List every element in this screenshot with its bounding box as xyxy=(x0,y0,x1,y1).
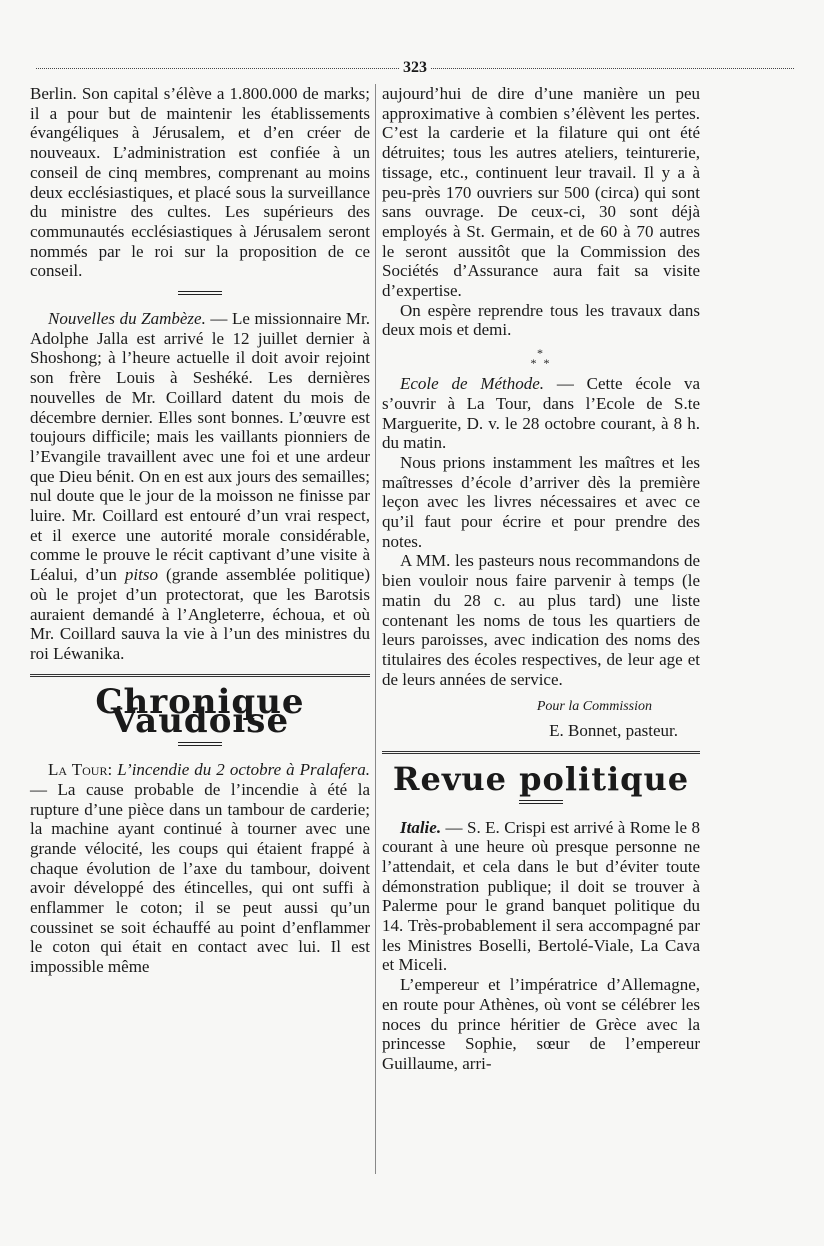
title-rule xyxy=(519,800,563,804)
paragraph-lead: La Tour xyxy=(48,760,108,780)
asterism: * * * xyxy=(530,346,552,371)
paragraph-title: L’incendie du 2 octobre à Pralafera. xyxy=(117,760,370,780)
separator-rule xyxy=(178,291,222,295)
paragraph-italie xyxy=(382,818,700,976)
paragraph-body: — Le missionnaire Mr. Adolphe Jalla est arrivé le 12 juillet dernier à Shoshong; à l’heure actuelle il doit avoir rejoint son frère Louis à Seshéké. Les dernières nouvelles de Mr. Coillard datent du mois de décembre dernier. Elles sont bonnes. L’œuvre est toujours difficile; mais les vaillants pionniers de l’Evangile travaillent avec une foi et une ardeur que Dieu bénit. On en est aux jours des semailles; nul doute que le jour de la moisson ne finisse par luire. Mr. Coillard est entouré d’un vrai respect, et il exerce une autorité morale considérable, comme le prouve le récit captivant d’une visite à Léalui, d’un xyxy=(30,309,370,585)
paragraph-ecole xyxy=(382,374,700,453)
paragraph-zambeze xyxy=(30,309,370,664)
left-column xyxy=(30,84,370,977)
paragraph-maitres: Nous prions instamment les maîtres et les maîtresses d’école d’arriver dès la première leçon avec les livres nécessaires et avec ce qu’il faut pour écrire et pour prendre des notes. xyxy=(382,452,700,551)
signature-name: E. Bonnet, pasteur. xyxy=(549,721,678,741)
paragraph-pasteurs: A MM. les pasteurs nous recommandons de bien vouloir nous faire parvenir à temps (le matin du 28 c. au plus tard) une liste contenant les noms de tous les quartiers de leurs paroisses, avec indication des noms des titulaires des écoles respectives, de leur age et de leurs années de service. xyxy=(382,551,700,689)
paragraph-title: Ecole de Méthode. xyxy=(400,374,545,394)
paragraph-incendie xyxy=(30,760,370,977)
header-rule-left xyxy=(36,68,399,69)
page-number: 323 xyxy=(403,59,427,76)
title-rule xyxy=(178,742,222,746)
paragraph-body: — Cette école va s’ouvrir à La Tour, dans l’Ecole de S.te Marguerite, D. v. le 28 octobre courant, à 8 h. du matin. xyxy=(382,374,701,453)
section-title-revue: Revue politique xyxy=(392,759,690,798)
section-rule xyxy=(30,674,370,677)
paragraph-empereur: L’empereur et l’impératrice d’Allemagne, en route pour Athènes, où vont se célébrer les noces du prince héritier de Grèce avec la princesse Sophie, sœur de l’empereur Guillaume, arri- xyxy=(382,975,700,1073)
paragraph-italic: pitso xyxy=(124,565,158,585)
section-rule xyxy=(382,751,700,754)
column-divider xyxy=(375,84,376,1174)
paragraph-pertes: aujourd’hui de dire d’une manière un peu approximative à combien s’élèvent les pertes. C’est la carderie et la filature qui ont été détruites; tous les autres ateliers, teinturerie, tissage, etc., continuent leur travail. Il y a à peu-près 170 ouvriers sur 500 (circa) qui sont sans ouvrage. De ceux-ci, 30 sont déjà employés à St. Germain, et de 60 à 70 autres le seront aussitôt que la Commission des Sociétés d’Assurance aura fait sa visite d’expertise. xyxy=(382,84,700,301)
paragraph-body: — S. E. Crispi est arrivé à Rome le 8 courant à une heure où presque personne ne l’attendait, et cela dans le but d’éviter toute démonstration publique; il doit se trouver à Palerme pour le grand banquet politique du 14. Très-probablement il sera accompagné par les Ministres Boselli, Bertolé-Viale, La Cava et Miceli. xyxy=(382,817,700,975)
right-column xyxy=(382,84,700,1074)
page-header xyxy=(36,58,794,78)
paragraph-berlin: Berlin. Son capital s’élève a 1.800.000 de marks; il a pour but de maintenir les établissements évangéliques à Jérusalem, et d’en créer de nouveaux. L’administration est confiée à un conseil de cinq membres, comprenant au moins deux ecclésiastiques, et placé sous la surveillance du ministre des cultes. Les supérieurs des communautés ecclésiastiques à Jérusalem seront nommés par le roi sur la proposition de ce conseil. xyxy=(30,84,370,281)
paragraph-body: — La cause probable de l’incendie à été la rupture d’une pièce dans un tambour de carderie; la machine ayant continué à tourner avec une grande vélocité, les coups qui étaient frappé à chaque évolution de l’axe du tambour, doivent avoir développé des étincelles, qui ont suffi à enflammer le coton; il se peut aussi qu’un coussinet se soit échauffé au point d’enflammer le coton qui était en contact avec lui. Il est impossible même xyxy=(30,779,370,977)
paragraph-travaux: On espère reprendre tous les travaux dans deux mois et demi. xyxy=(382,300,700,340)
section-title-chronique: Chronique Vaudoise xyxy=(95,681,305,742)
paragraph-colon: : xyxy=(107,760,118,780)
paragraph-title: Nouvelles du Zambèze. xyxy=(48,309,206,329)
paragraph-body-end: (grande assemblée politique) où le projet d’un protectorat, que les Barotsis auraient demandé à l’Angleterre, échoua, et où Mr. Coillard sauva la vie à l’un des ministres du roi Léwanika. xyxy=(30,565,370,663)
paragraph-title: Italie. xyxy=(400,817,442,837)
signature-line: Pour la Commission xyxy=(536,699,652,715)
header-rule-right xyxy=(431,68,794,69)
